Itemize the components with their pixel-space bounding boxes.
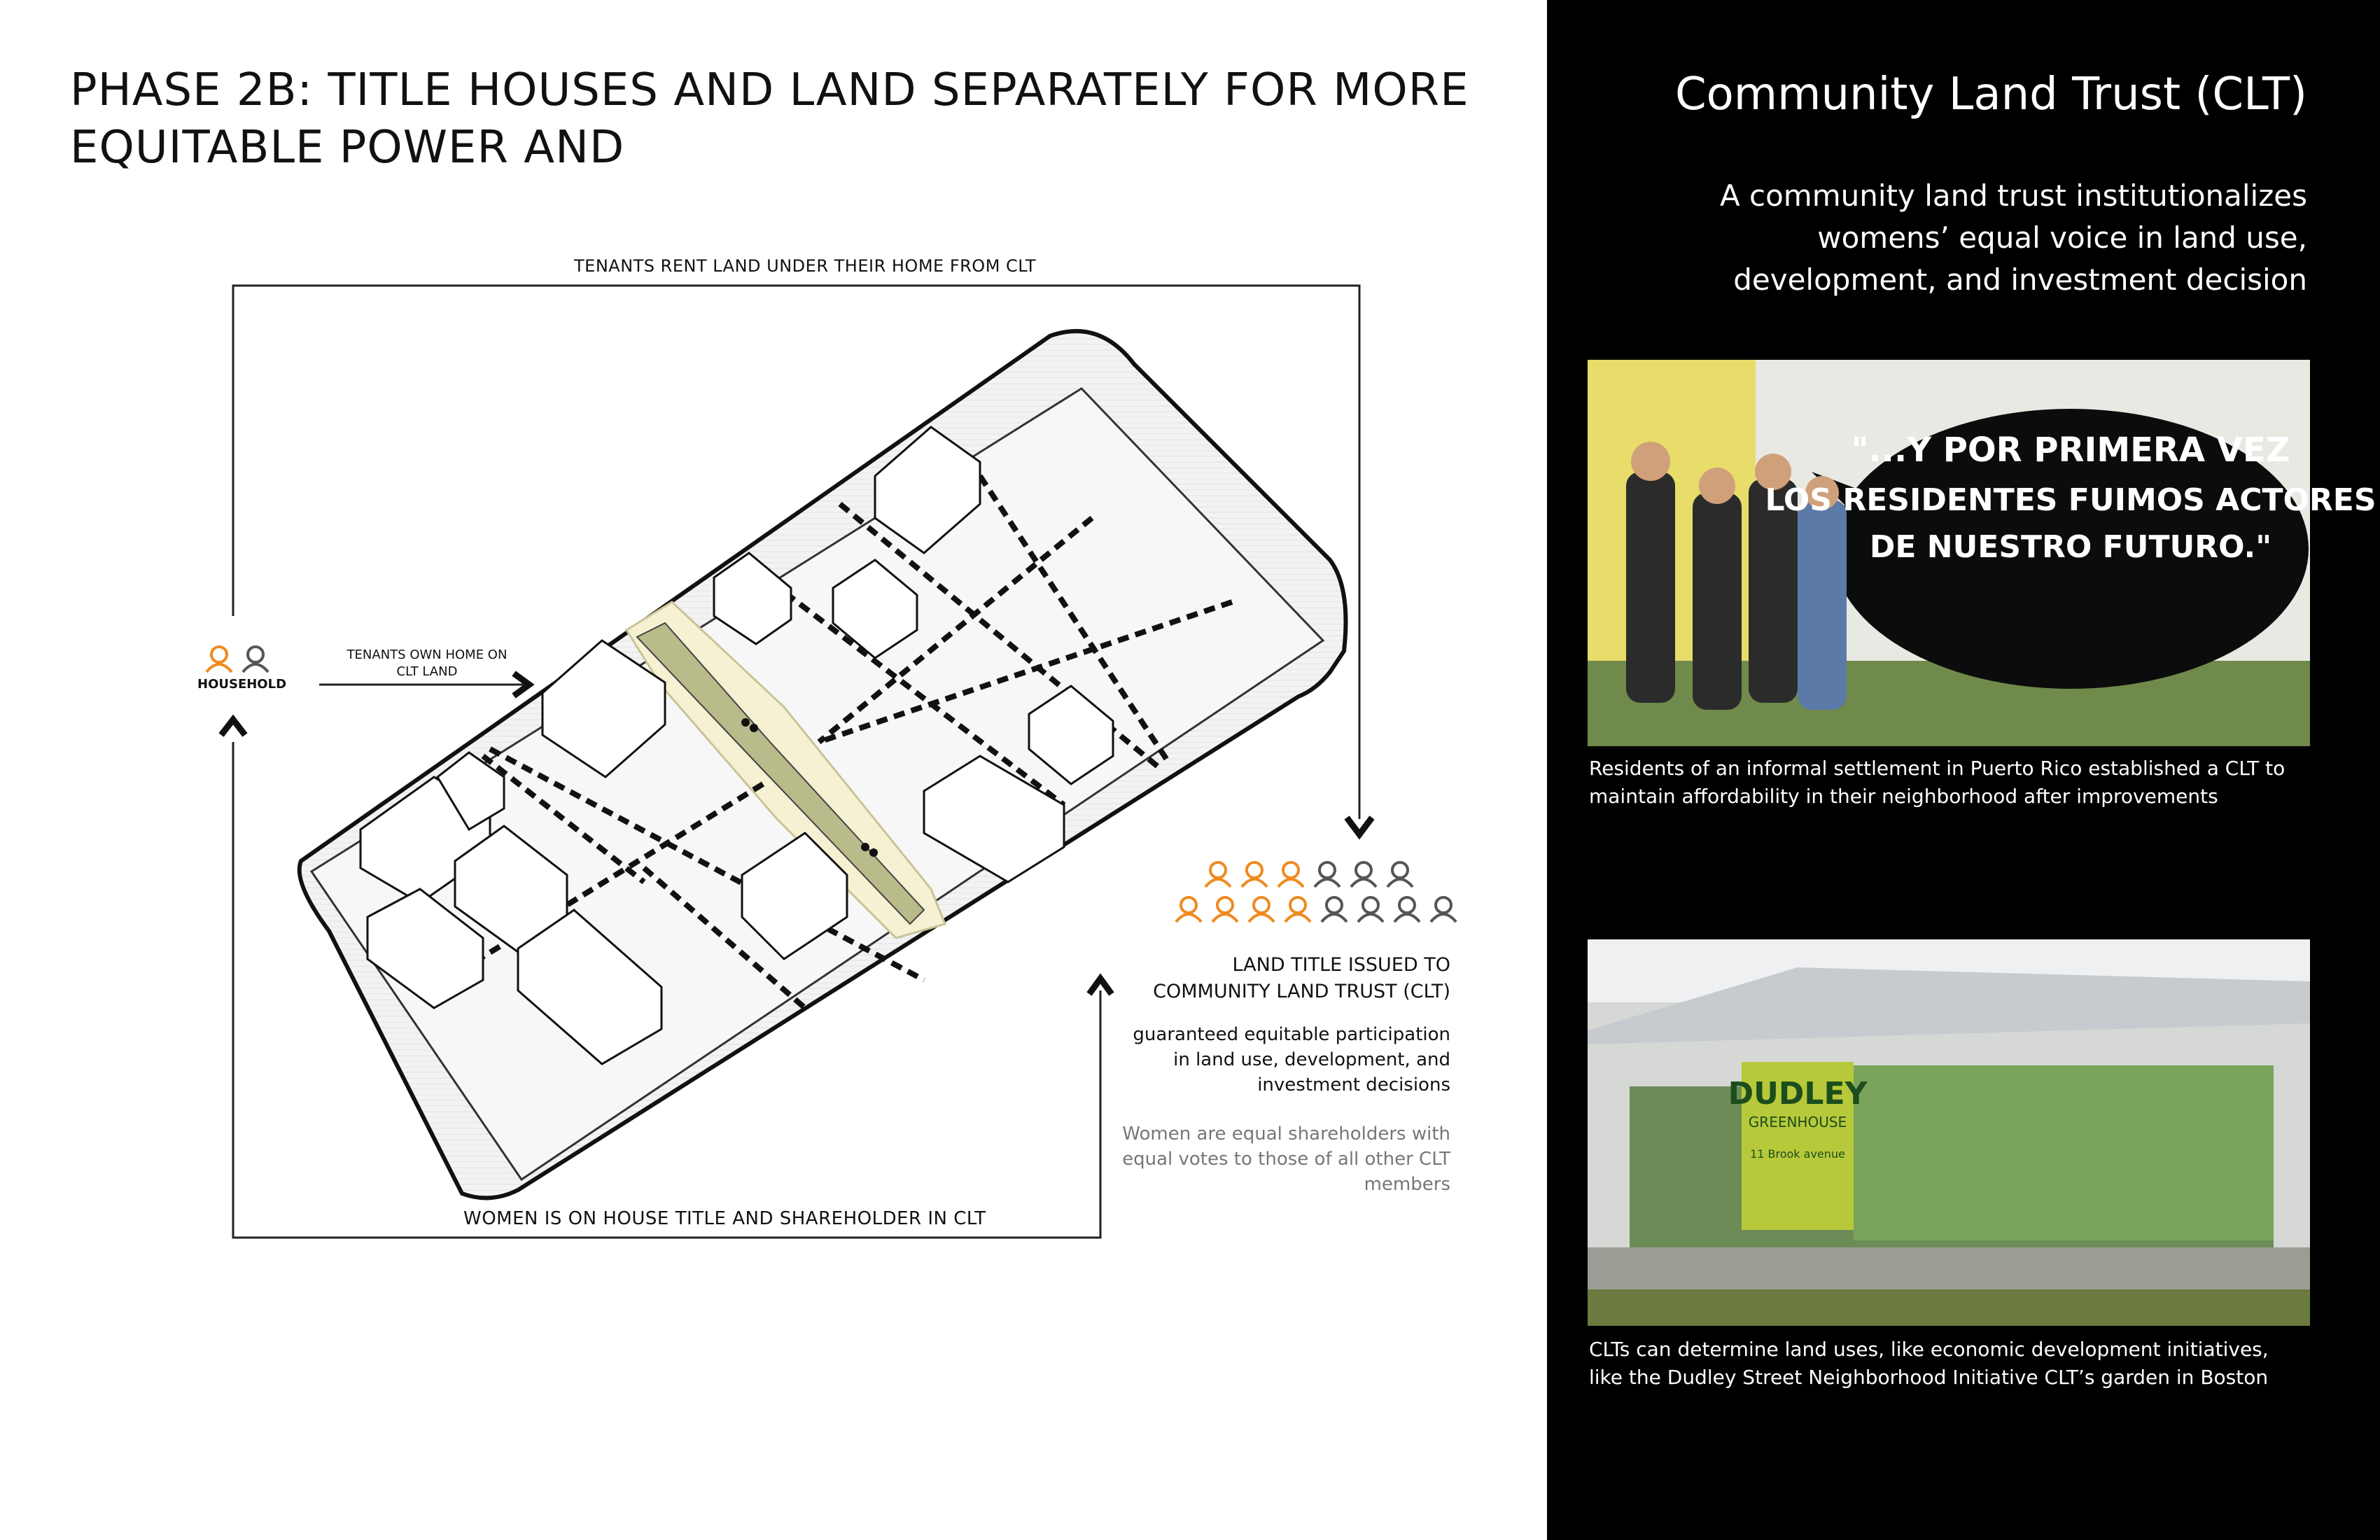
left-up-arrowhead bbox=[221, 720, 245, 735]
sign-text-2: LOS RESIDENTES FUIMOS ACTORES bbox=[1765, 482, 2376, 518]
tenants-own-line-2: CLT LAND bbox=[396, 664, 458, 679]
women-line-3: members bbox=[1364, 1174, 1450, 1195]
dudley-greenhouse-photo-art bbox=[1588, 939, 2310, 1326]
sign-text-3: DE NUESTRO FUTURO." bbox=[1869, 529, 2272, 565]
women-line-2: equal votes to those of all other CLT bbox=[1122, 1149, 1450, 1170]
greenhouse-sign-title: DUDLEY bbox=[1728, 1076, 1868, 1112]
member-person-icon bbox=[1242, 862, 1267, 887]
tenants-own-line-1: TENANTS OWN HOME ON bbox=[346, 648, 507, 662]
photo1-caption-line-2: maintain affordability in their neighborhood after improvements bbox=[1589, 785, 2218, 808]
guaranteed-line-1: guaranteed equitable participation bbox=[1133, 1024, 1450, 1045]
person-icon bbox=[206, 647, 232, 672]
land-title-line-2: COMMUNITY LAND TRUST (CLT) bbox=[1153, 981, 1450, 1002]
guaranteed-label bbox=[1030, 1022, 1450, 1098]
women-shareholders-label bbox=[1030, 1121, 1450, 1197]
land-title-label bbox=[1030, 952, 1450, 1005]
puerto-rico-photo bbox=[1588, 360, 2376, 746]
sidebar-subtitle bbox=[1607, 175, 2307, 301]
land-title-line-1: LAND TITLE ISSUED TO bbox=[1232, 954, 1450, 976]
photo2-caption-line-2: like the Dudley Street Neighborhood Initiative CLT’s garden in Boston bbox=[1589, 1366, 2269, 1389]
member-person-icon bbox=[1278, 862, 1303, 887]
member-person-icon bbox=[1351, 862, 1376, 887]
member-person-icon bbox=[1358, 897, 1383, 922]
household-icons bbox=[206, 647, 268, 672]
tenants-own-label bbox=[343, 647, 511, 680]
puerto-rico-photo-art bbox=[1588, 360, 2376, 746]
top-flow-arrowhead bbox=[1347, 818, 1372, 834]
top-flow-label: TENANTS RENT LAND UNDER THEIR HOME FROM CLT bbox=[574, 256, 1037, 276]
sign-text-1: "...Y POR PRIMERA VEZ bbox=[1851, 430, 2290, 470]
photo1-caption-line-1: Residents of an informal settlement in Puerto Rico established a CLT to bbox=[1589, 757, 2286, 780]
member-person-icon bbox=[1249, 897, 1274, 922]
women-line-1: Women are equal shareholders with bbox=[1122, 1124, 1450, 1144]
member-person-icon bbox=[1212, 897, 1238, 922]
person-icon bbox=[243, 647, 268, 672]
sidebar-subtitle-line-2: womens’ equal voice in land use, bbox=[1817, 220, 2307, 255]
page-title-line-1: PHASE 2B: TITLE HOUSES AND LAND SEPARATELY FOR MORE bbox=[70, 64, 1469, 116]
page-title-line-2: EQUITABLE POWER AND bbox=[70, 122, 625, 174]
guaranteed-line-3: investment decisions bbox=[1257, 1074, 1450, 1096]
sidebar-title: Community Land Trust (CLT) bbox=[1674, 69, 2307, 120]
member-person-icon bbox=[1315, 862, 1340, 887]
household-label: HOUSEHOLD bbox=[197, 677, 287, 692]
greenhouse-sign-sub: GREENHOUSE bbox=[1748, 1114, 1847, 1130]
photo2-caption bbox=[1589, 1336, 2317, 1392]
member-icons bbox=[1176, 862, 1456, 922]
sidebar-subtitle-line-1: A community land trust institutionalizes bbox=[1719, 178, 2307, 213]
member-person-icon bbox=[1285, 897, 1310, 922]
member-person-icon bbox=[1176, 897, 1201, 922]
member-person-icon bbox=[1394, 897, 1420, 922]
member-person-icon bbox=[1205, 862, 1231, 887]
photo1-caption bbox=[1589, 755, 2317, 811]
sidebar-subtitle-line-3: development, and investment decision bbox=[1733, 262, 2307, 297]
member-person-icon bbox=[1322, 897, 1347, 922]
member-person-icon bbox=[1431, 897, 1456, 922]
photo2-caption-line-1: CLTs can determine land uses, like economic development initiatives, bbox=[1589, 1338, 2269, 1361]
bottom-flow-label: WOMEN IS ON HOUSE TITLE AND SHAREHOLDER IN CLT bbox=[463, 1208, 986, 1229]
dudley-greenhouse-photo bbox=[1588, 939, 2310, 1326]
member-person-icon bbox=[1387, 862, 1413, 887]
greenhouse-sign-address: 11 Brook avenue bbox=[1750, 1147, 1845, 1161]
guaranteed-line-2: in land use, development, and bbox=[1173, 1049, 1450, 1070]
